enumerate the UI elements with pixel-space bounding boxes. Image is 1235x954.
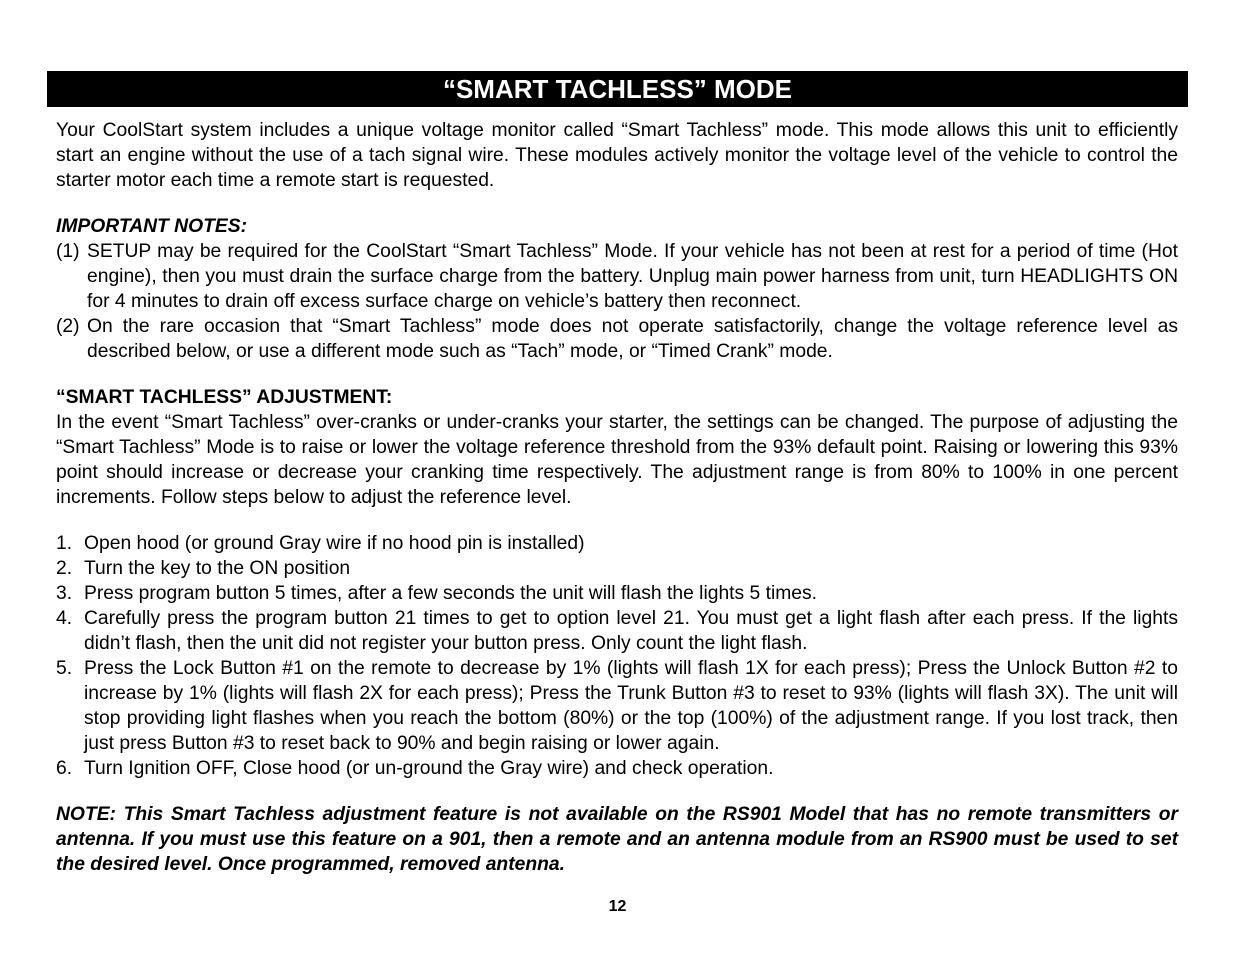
step-text: Turn Ignition OFF, Close hood (or un-ground the Gray wire) and check operation. bbox=[84, 758, 774, 779]
note-number: (1) bbox=[56, 241, 80, 262]
note-text: SETUP may be required for the CoolStart “Smart Tachless” Mode. If your vehicle has not been at rest for a period of time (Hot engine), then you must drain the surface charge from the battery. Unplug main power harness from unit, turn HEADLIGHTS ON for 4 minutes to drain off excess surface charge on vehicle’s battery then reconnect. bbox=[87, 241, 1178, 312]
note-text: On the rare occasion that “Smart Tachless” mode does not operate satisfactorily, change the voltage reference level as described below, or use a different mode such as “Tach” mode, or “Timed Crank” mode. bbox=[87, 316, 1178, 362]
section-title: “SMART TACHLESS” MODE bbox=[47, 71, 1188, 107]
list-item bbox=[56, 531, 1178, 556]
intro-paragraph: Your CoolStart system includes a unique voltage monitor called “Smart Tachless” mode. This mode allows this unit to efficiently start an engine without the use of a tach signal wire. These modules actively monitor the voltage level of the vehicle to control the starter motor each time a remote start is requested. bbox=[56, 120, 1178, 191]
important-notes-list bbox=[56, 239, 1178, 364]
note-number: (2) bbox=[56, 316, 80, 337]
adjustment-paragraph: In the event “Smart Tachless” over-cranks or under-cranks your starter, the settings can be changed. The purpose of adjusting the “Smart Tachless” Mode is to raise or lower the voltage reference threshold from the 93% default point. Raising or lowering this 93% point should increase or decrease your cranking time respectively. The adjustment range is from 80% to 100% in one percent increments. Follow steps below to adjust the reference level. bbox=[56, 412, 1178, 508]
step-text: Press program button 5 times, after a few seconds the unit will flash the lights 5 times. bbox=[84, 583, 818, 604]
step-number: 1. bbox=[56, 533, 73, 554]
list-item bbox=[56, 556, 1178, 581]
page-content bbox=[56, 118, 1178, 877]
list-item bbox=[56, 239, 1178, 314]
adjustment-heading: “SMART TACHLESS” ADJUSTMENT: bbox=[56, 387, 393, 408]
list-item bbox=[56, 606, 1178, 656]
step-text: Press the Lock Button #1 on the remote to decrease by 1% (lights will flash 1X for each press); Press the Unlock Button #2 to increase by 1% (lights will flash 2X for each press); Press the Trunk Button #3 to reset to 93% (lights will flash 3X). The unit will stop providing light flashes when you reach the bottom (80%) or the top (100%) of the adjustment range. If you lost track, then just press Button #3 to reset back to 90% and begin raising or lower again. bbox=[84, 658, 1178, 754]
step-number: 2. bbox=[56, 558, 73, 579]
important-notes-heading: IMPORTANT NOTES: bbox=[56, 216, 248, 237]
list-item bbox=[56, 656, 1178, 756]
final-note: NOTE: This Smart Tachless adjustment feature is not available on the RS901 Model that has no remote transmitters or antenna. If you must use this feature on a 901, then a remote and an antenna module from an RS900 must be used to set the desired level. Once programmed, removed antenna. bbox=[56, 804, 1178, 875]
page-number: 12 bbox=[608, 898, 627, 915]
steps-list bbox=[56, 531, 1178, 781]
step-number: 3. bbox=[56, 583, 73, 604]
step-text: Carefully press the program button 21 times to get to option level 21. You must get a light flash after each press. If the lights didn’t flash, then the unit did not register your button press. Only count the light flash. bbox=[84, 608, 1178, 654]
list-item bbox=[56, 756, 1178, 781]
step-text: Turn the key to the ON position bbox=[84, 558, 351, 579]
step-text: Open hood (or ground Gray wire if no hood pin is installed) bbox=[84, 533, 585, 554]
list-item bbox=[56, 581, 1178, 606]
step-number: 5. bbox=[56, 658, 73, 679]
step-number: 6. bbox=[56, 758, 73, 779]
list-item bbox=[56, 314, 1178, 364]
step-number: 4. bbox=[56, 608, 73, 629]
